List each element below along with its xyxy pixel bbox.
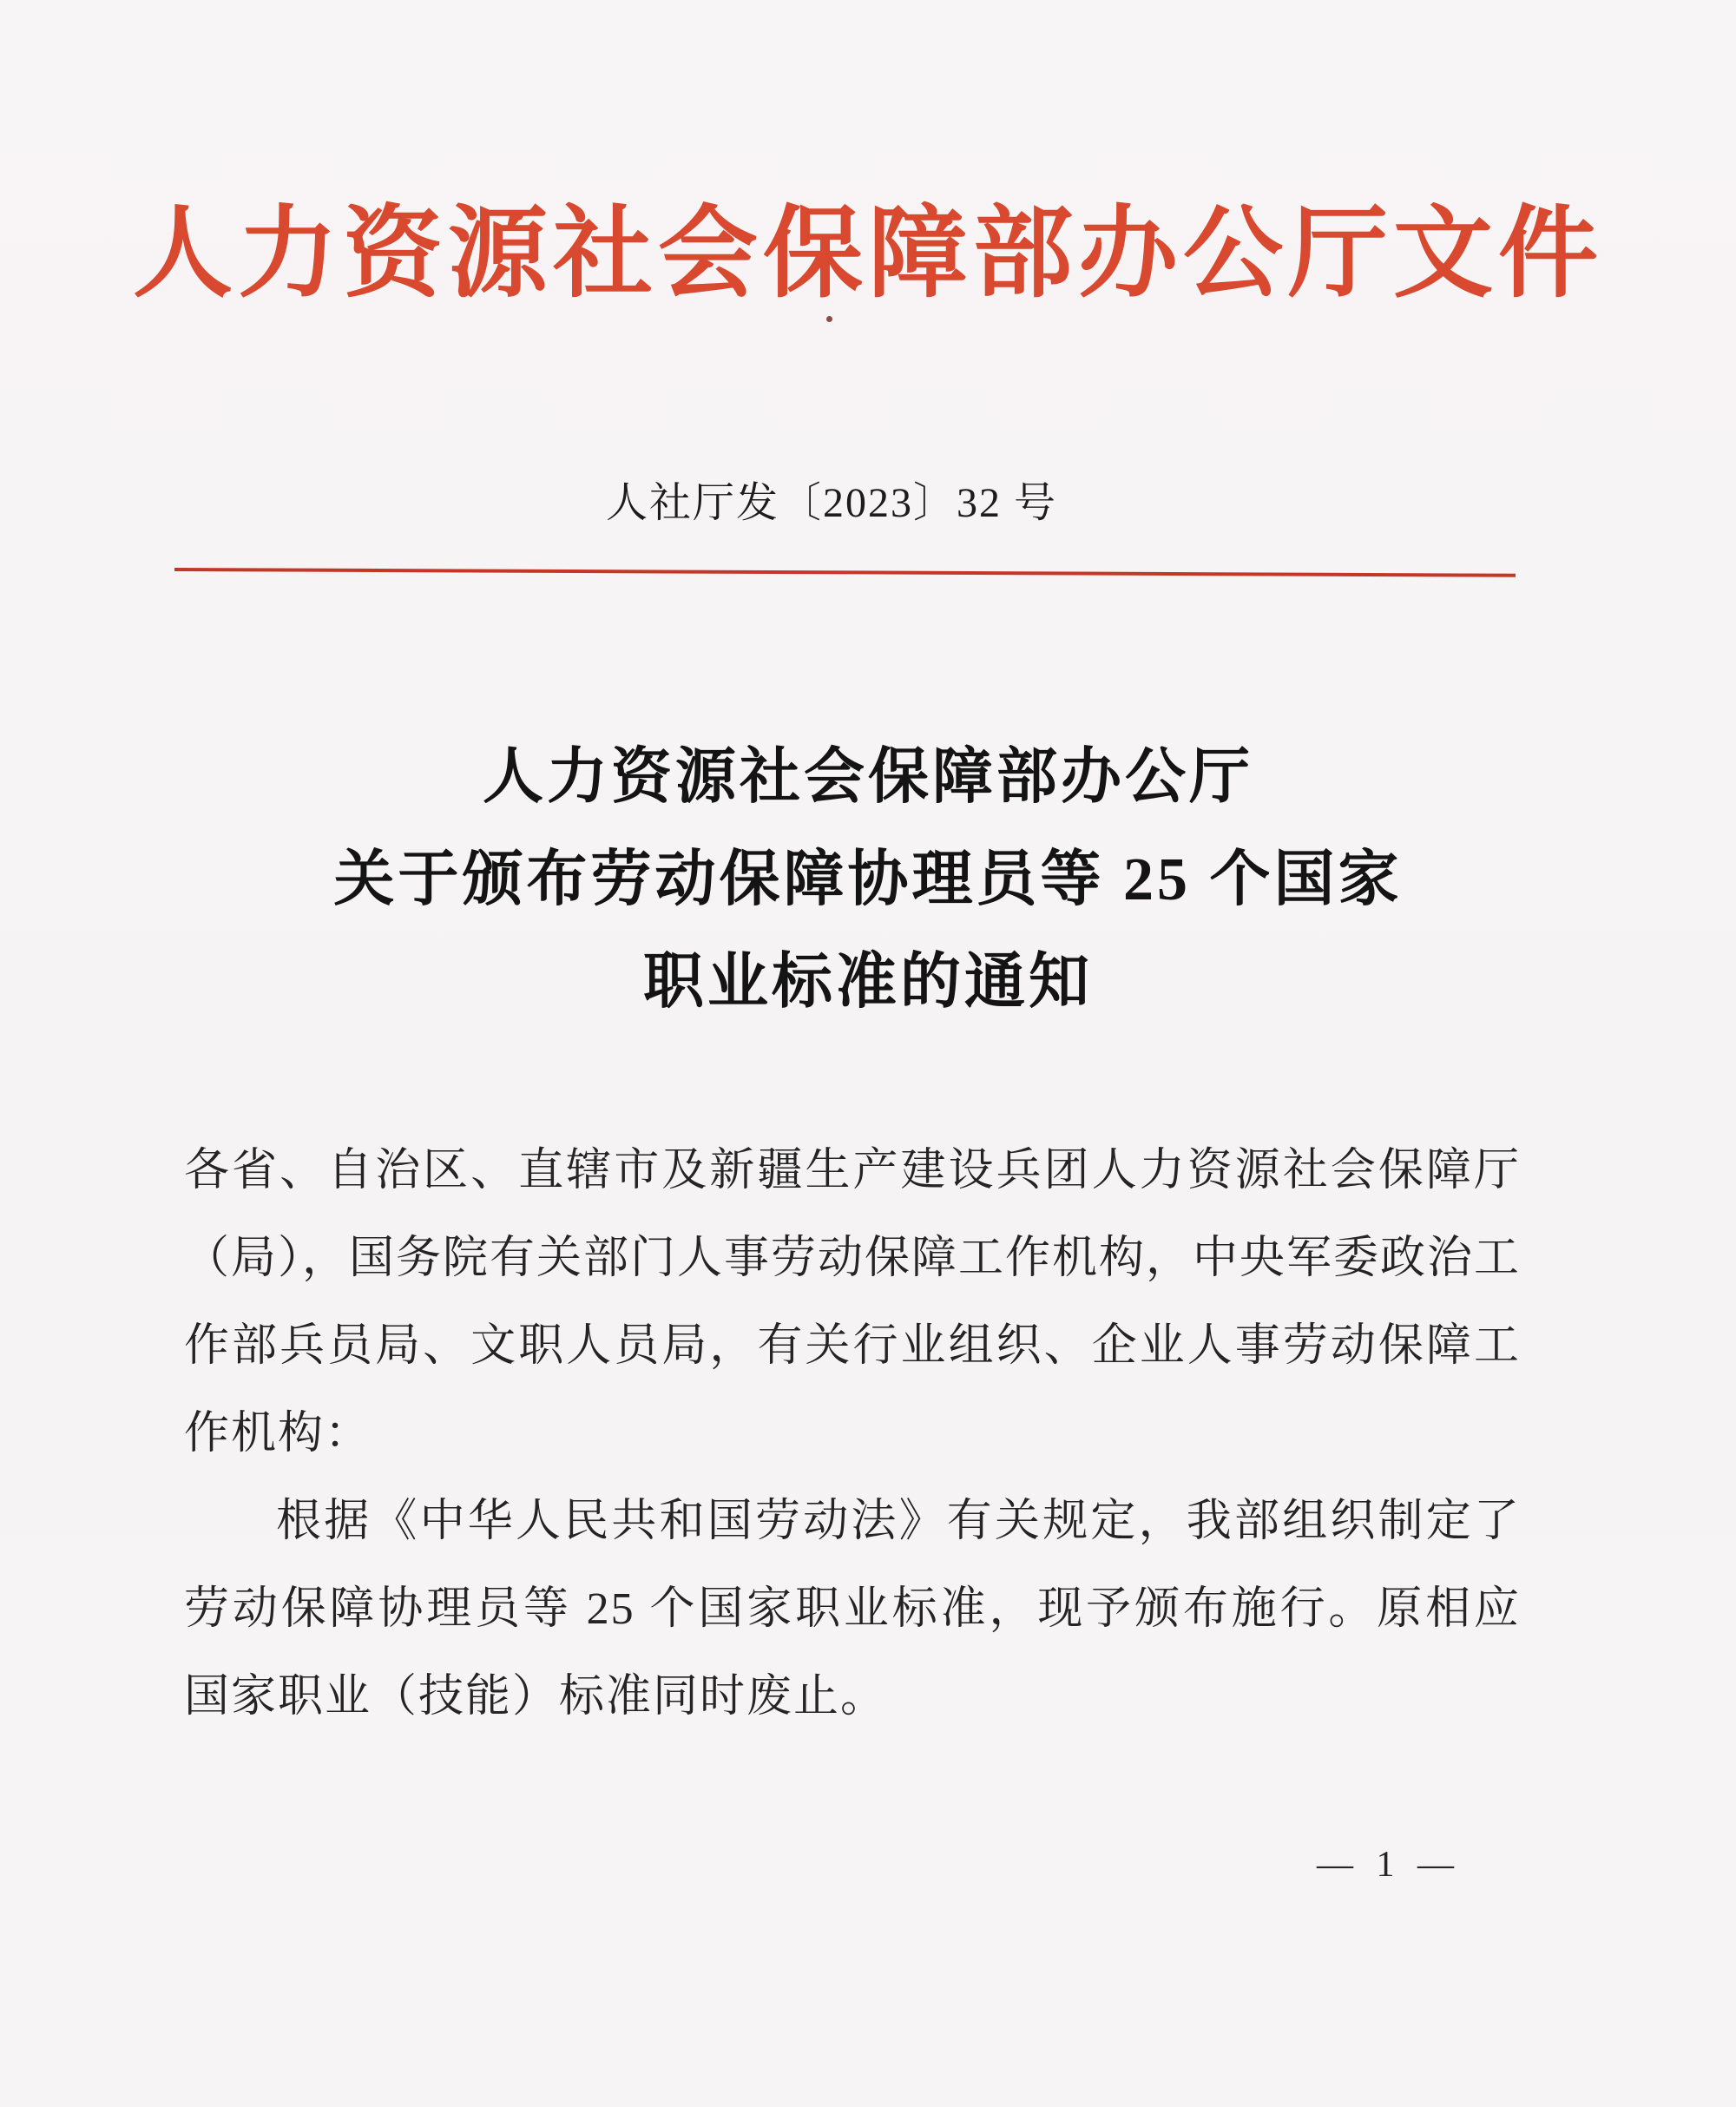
body-line: 根据《中华人民共和国劳动法》有关规定，我部组织制定了: [276, 1497, 1521, 1546]
notice-title-line: 人力资源社会保障部办公厅: [483, 744, 1253, 811]
body-line: 各省、自治区、直辖市及新疆生产建设兵团人力资源社会保障厅: [184, 1146, 1521, 1195]
notice-title-line: 职业标准的通知: [643, 949, 1093, 1016]
page-number: — 1 —: [1317, 1845, 1461, 1885]
body-line: 劳动保障协理员等 25 个国家职业标准，现予颁布施行。原相应: [184, 1584, 1521, 1634]
red-divider-rule: [174, 568, 1516, 577]
notice-title-line: 关于颁布劳动保障协理员等 25 个国家: [333, 846, 1403, 913]
body-line: 国家职业（技能）标准同时废止。: [184, 1672, 888, 1722]
body-line: 作机构：: [184, 1409, 372, 1458]
body-line: （局），国务院有关部门人事劳动保障工作机构，中央军委政治工: [184, 1234, 1522, 1283]
scan-artifact-dot: [826, 316, 832, 322]
body-line: 作部兵员局、文职人员局，有关行业组织、企业人事劳动保障工: [184, 1321, 1521, 1371]
notice-body: [184, 1127, 1521, 1741]
notice-title: [0, 727, 1736, 1034]
document-number: 人社厅发〔2023〕32 号: [605, 480, 1057, 526]
masthead-org-title: 人力资源社会保障部办公厅文件: [132, 199, 1603, 309]
